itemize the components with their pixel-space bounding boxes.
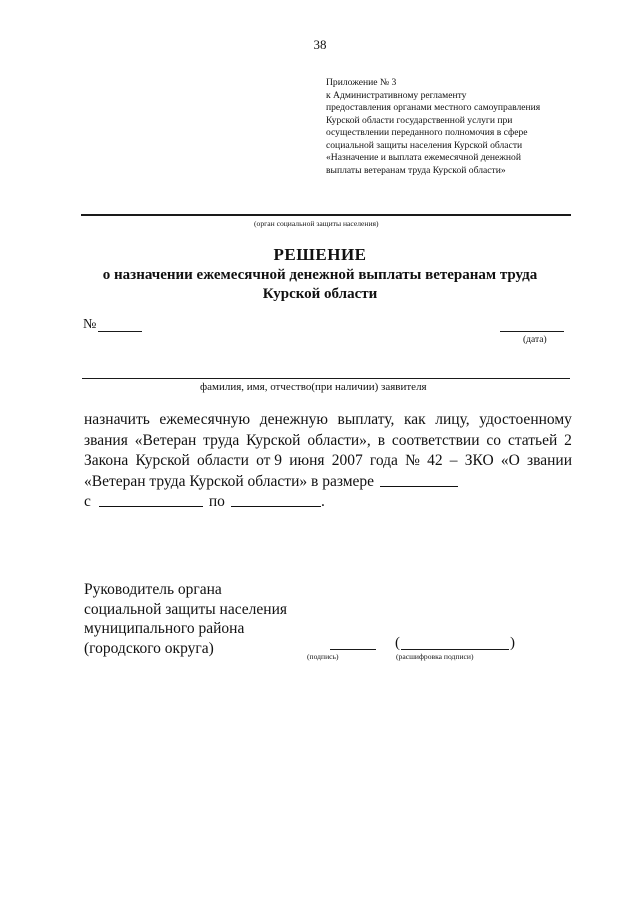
- end-period: .: [320, 493, 325, 510]
- document-title: РЕШЕНИЕ: [273, 245, 367, 264]
- applicant-name-field[interactable]: [82, 378, 570, 379]
- amount-label: «Ветеран труда Курской области» в размере: [84, 472, 375, 490]
- authority-caption: (орган социальной защиты населения): [254, 219, 379, 228]
- decision-body: [84, 410, 572, 513]
- body-line: звания «Ветеран труда Курской области», в соответствии со статьей 2: [84, 431, 572, 449]
- subtitle-line: Курской области: [262, 286, 378, 302]
- signature-block: [84, 580, 287, 658]
- body-line: Закона Курской области от 9 июня 2007 года № 42 – ЗКО «О звании: [84, 452, 572, 469]
- subtitle-line: о назначении ежемесячной денежной выплаты ветеранам труда: [102, 267, 538, 283]
- date-caption: (дата): [523, 335, 547, 345]
- signature-line: (городского округа): [84, 639, 214, 657]
- signature-caption: (подпись): [307, 652, 339, 661]
- appendix-line: социальной защиты населения Курской области: [326, 139, 523, 151]
- signature-line: муниципального района: [84, 620, 245, 637]
- appendix-line: Приложение № 3: [326, 77, 397, 88]
- appendix-line: предоставления органами местного самоуправления: [326, 102, 541, 113]
- signature-decode-field[interactable]: [401, 649, 509, 650]
- authority-line: [81, 214, 571, 216]
- date-field[interactable]: [500, 331, 564, 332]
- decode-close-paren: ): [510, 635, 515, 651]
- body-line-period: [84, 492, 572, 513]
- to-date-field[interactable]: [231, 492, 321, 507]
- to-label: по: [208, 493, 225, 510]
- body-line: назначить ежемесячную денежную выплату, как лицу, удостоенному: [84, 411, 572, 428]
- appendix-line: «Назначение и выплата ежемесячной денежной: [326, 152, 521, 163]
- appendix-line: осуществлении переданного полномочия в сфере: [326, 127, 528, 138]
- appendix-line: Курской области государственной услуги при: [326, 114, 513, 126]
- amount-field[interactable]: [380, 472, 458, 487]
- decision-number-field[interactable]: [98, 331, 142, 332]
- signature-field[interactable]: [330, 649, 376, 650]
- from-date-field[interactable]: [99, 492, 203, 507]
- from-label: с: [84, 493, 91, 510]
- appendix-header: [326, 77, 576, 177]
- page-number: 38: [313, 37, 327, 52]
- applicant-caption: фамилия, имя, отчество(при наличии) заявителя: [200, 381, 427, 393]
- signature-line: Руководитель органа: [84, 581, 222, 598]
- decode-caption: (расшифровка подписи): [396, 652, 474, 661]
- appendix-line: выплаты ветеранам труда Курской области»: [326, 164, 506, 176]
- signature-line: социальной защиты населения: [84, 600, 288, 618]
- decision-number-label: №: [83, 317, 97, 332]
- appendix-line: к Административному регламенту: [326, 89, 467, 101]
- body-line: [84, 472, 572, 493]
- decode-open-paren: (: [395, 635, 400, 651]
- document-subtitle: [0, 266, 640, 304]
